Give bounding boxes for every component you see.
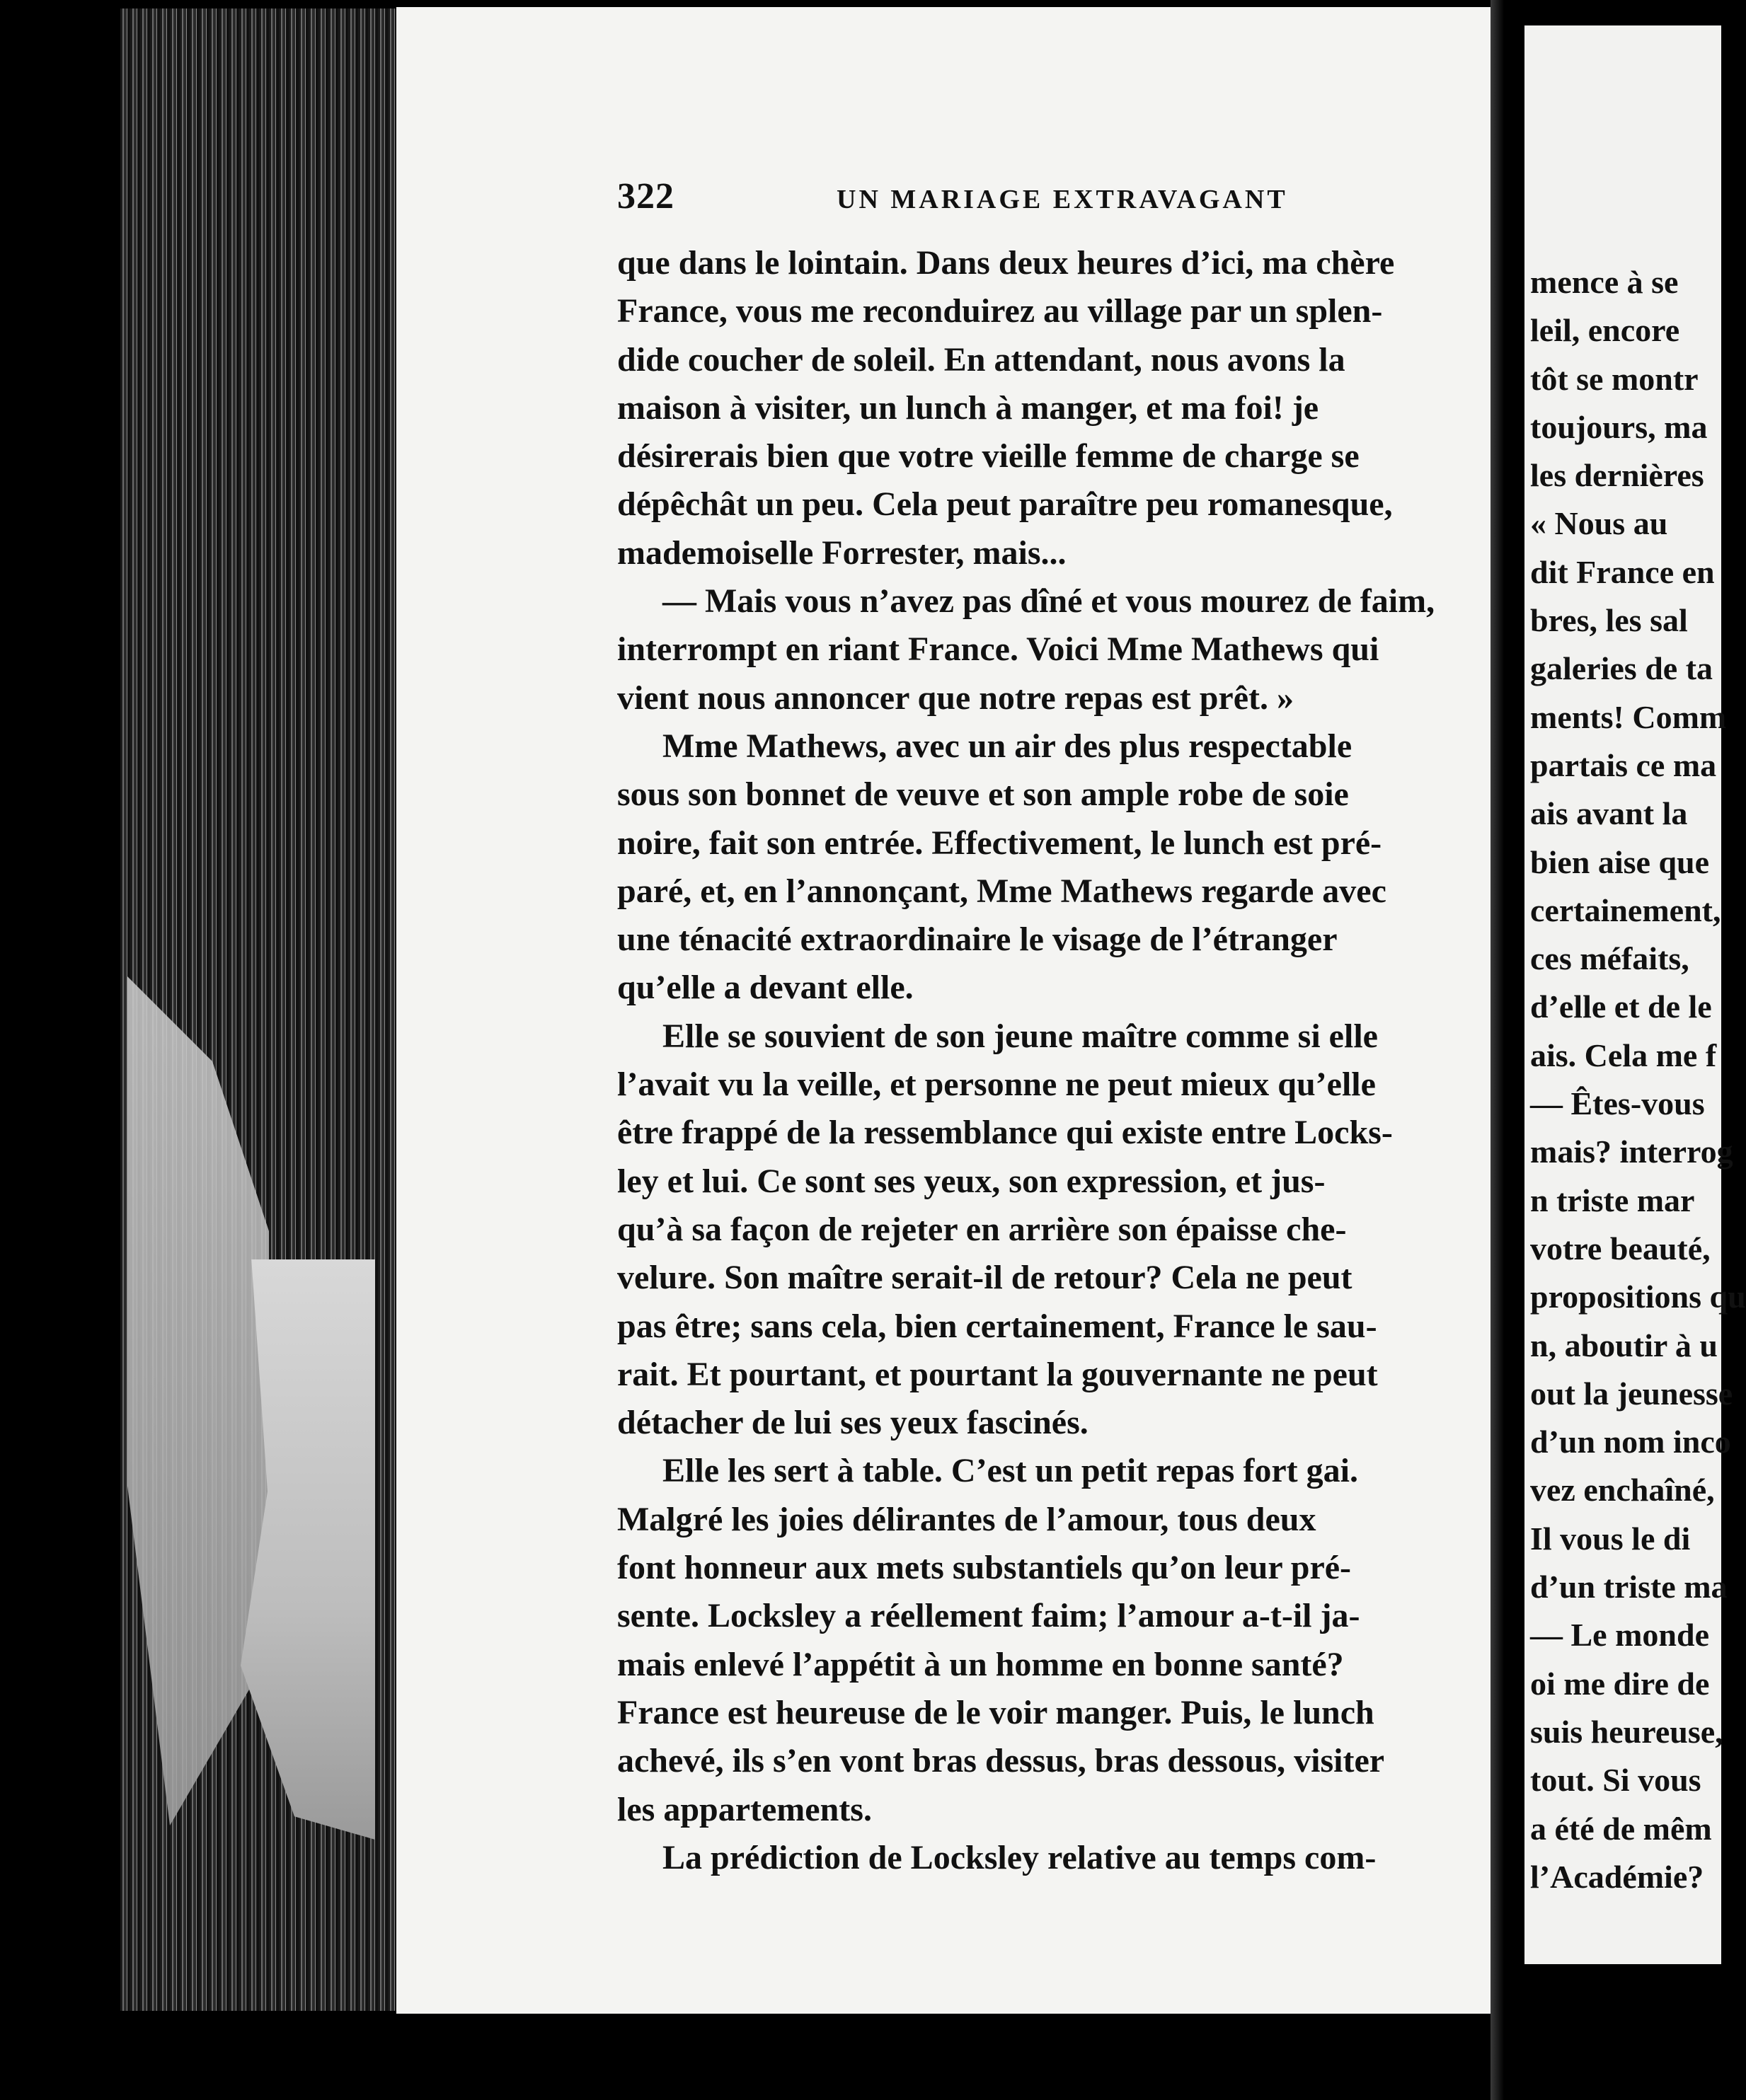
text-line: France est heureuse de le voir manger. Puis, le lunch xyxy=(617,1693,1374,1731)
next-page-line: les dernières xyxy=(1530,457,1704,494)
next-page-line: l’Académie? xyxy=(1530,1858,1704,1895)
next-page-line: d’un triste ma xyxy=(1530,1569,1728,1605)
book-gutter xyxy=(1491,0,1524,2100)
next-page-line: votre beauté, xyxy=(1530,1230,1711,1267)
text-line: que dans le lointain. Dans deux heures d’ici, ma chère xyxy=(617,244,1395,282)
next-page-line: oi me dire de xyxy=(1530,1665,1710,1702)
text-line: qu’elle a devant elle. xyxy=(617,969,914,1007)
next-page-line: — Êtes-vous xyxy=(1530,1085,1705,1122)
text-line: interrompt en riant France. Voici Mme Mathews qui xyxy=(617,630,1379,669)
text-line: les appartements. xyxy=(617,1790,872,1828)
next-page-line: ments! Comm xyxy=(1530,698,1727,735)
next-page-line: — Le monde xyxy=(1530,1617,1709,1654)
text-line: pas être; sans cela, bien certainement, France le sau- xyxy=(617,1307,1377,1345)
text-line: sous son bonnet de veuve et son ample robe de soie xyxy=(617,775,1349,814)
next-page-line: partais ce ma xyxy=(1530,746,1717,783)
text-line: l’avait vu la veille, et personne ne peut mieux qu’elle xyxy=(617,1066,1376,1104)
text-line: achevé, ils s’en vont bras dessus, bras dessous, visiter xyxy=(617,1742,1385,1780)
text-line: une ténacité extraordinaire le visage de l’étranger xyxy=(617,921,1338,959)
text-line: qu’à sa façon de rejeter en arrière son épaisse che- xyxy=(617,1210,1347,1248)
page-body-text xyxy=(617,239,1510,1882)
next-page-line: ces méfaits, xyxy=(1530,940,1689,977)
text-line: ley et lui. Ce sont ses yeux, son expression, et jus- xyxy=(617,1162,1326,1200)
next-page-line: suis heureuse, xyxy=(1530,1713,1723,1750)
next-page-line: n triste mar xyxy=(1530,1182,1695,1218)
next-page-line: tôt se montr xyxy=(1530,360,1699,397)
next-page-line: toujours, ma xyxy=(1530,408,1708,445)
text-line: France, vous me reconduirez au village par un splen- xyxy=(617,292,1383,330)
next-page-line: mais? interrog xyxy=(1530,1133,1733,1170)
text-line: noire, fait son entrée. Effectivement, le lunch est pré- xyxy=(617,824,1382,862)
next-page-line: Il vous le di xyxy=(1530,1520,1691,1557)
text-line: maison à visiter, un lunch à manger, et ma foi! je xyxy=(617,388,1319,427)
text-line: détacher de lui ses yeux fascinés. xyxy=(617,1404,1089,1442)
text-line: rait. Et pourtant, et pourtant la gouvernante ne peut xyxy=(617,1355,1378,1393)
next-page-line: out la jeunesse xyxy=(1530,1375,1733,1412)
text-line: — Mais vous n’avez pas dîné et vous mourez de faim, xyxy=(662,582,1435,621)
text-line: sente. Locksley a réellement faim; l’amour a-t-il ja- xyxy=(617,1597,1360,1635)
text-line: Malgré les joies délirantes de l’amour, tous deux xyxy=(617,1500,1316,1538)
text-line: dide coucher de soleil. En attendant, nous avons la xyxy=(617,340,1345,379)
running-title: UN MARIAGE EXTRAVAGANT xyxy=(837,185,1288,214)
page-number: 322 xyxy=(617,176,674,217)
text-line: mademoiselle Forrester, mais... xyxy=(617,533,1067,572)
text-line: vient nous annoncer que notre repas est prêt. » xyxy=(617,679,1294,717)
text-line: être frappé de la ressemblance qui existe entre Locks- xyxy=(617,1114,1393,1152)
text-line: désirerais bien que votre vieille femme de charge se xyxy=(617,437,1360,475)
next-page-line: propositions qu xyxy=(1530,1279,1746,1315)
right-page-text xyxy=(1530,258,1746,1901)
next-page-line: ais. Cela me f xyxy=(1530,1037,1717,1073)
text-line: La prédiction de Locksley relative au temps com- xyxy=(662,1838,1377,1876)
next-page-line: mence à se xyxy=(1530,264,1679,300)
text-line: Elle les sert à table. C’est un petit repas fort gai. xyxy=(662,1452,1358,1490)
text-line: velure. Son maître serait-il de retour? Cela ne peut xyxy=(617,1259,1352,1297)
next-page-line: dit France en xyxy=(1530,553,1715,590)
page-header xyxy=(617,175,1466,225)
next-page-line: bien aise que xyxy=(1530,843,1710,880)
next-page-line: ais avant la xyxy=(1530,795,1688,832)
next-page-line: leil, encore xyxy=(1530,312,1680,349)
next-page-line: bres, les sal xyxy=(1530,602,1688,639)
text-line: dépêchât un peu. Cela peut paraître peu romanesque, xyxy=(617,485,1393,524)
next-page-line: n, aboutir à u xyxy=(1530,1327,1718,1363)
text-line: paré, et, en l’annonçant, Mme Mathews regarde avec xyxy=(617,872,1386,910)
text-line: mais enlevé l’appétit à un homme en bonne santé? xyxy=(617,1645,1344,1683)
next-page-line: d’un nom inco xyxy=(1530,1424,1731,1460)
next-page-line: tout. Si vous xyxy=(1530,1762,1701,1799)
text-line: font honneur aux mets substantiels qu’on leur pré- xyxy=(617,1549,1352,1587)
next-page-line: certainement, xyxy=(1530,892,1721,928)
next-page-line: a été de mêm xyxy=(1530,1810,1712,1847)
next-page-line: d’elle et de le xyxy=(1530,988,1712,1025)
next-page-line: galeries de ta xyxy=(1530,650,1713,687)
text-line: Elle se souvient de son jeune maître comme si elle xyxy=(662,1017,1378,1055)
text-line: Mme Mathews, avec un air des plus respectable xyxy=(662,727,1352,765)
next-page-line: « Nous au xyxy=(1530,505,1668,542)
next-page-line: vez enchaîné, xyxy=(1530,1472,1715,1508)
